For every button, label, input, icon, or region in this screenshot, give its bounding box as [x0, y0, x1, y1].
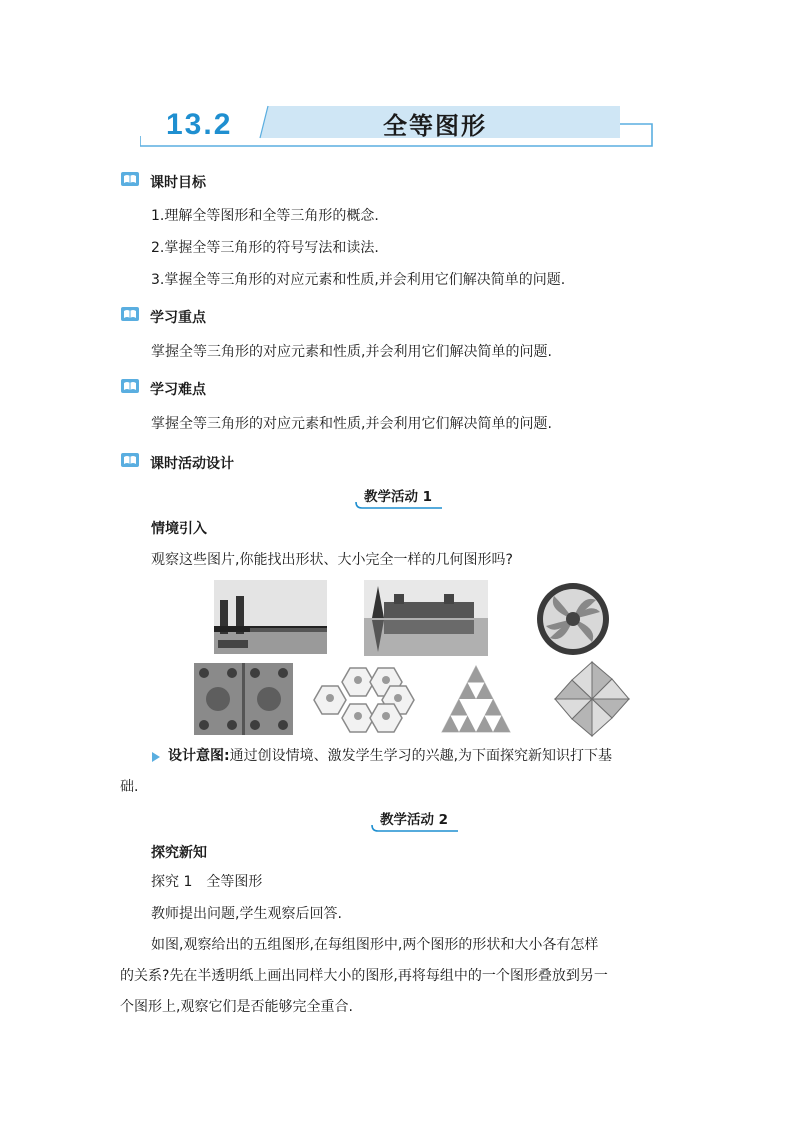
triangle-right-icon — [151, 751, 161, 763]
activity-2-para-line1: 如图,观察给出的五组图形,在每组图形中,两个图形的形状和大小各有怎样 — [151, 937, 599, 953]
activity-2-label: 教学活动 2 — [379, 812, 449, 828]
design-intent-label: 设计意图: — [168, 748, 230, 764]
activity-2-para-line2: 的关系?先在半透明纸上画出同样大小的图形,再将每组中的一个图形叠放到另一 — [120, 968, 608, 984]
activity-2-line1: 教师提出问题,学生观察后回答. — [151, 906, 342, 922]
open-book-icon — [120, 305, 140, 323]
explore-1-title: 探究 1 全等图形 — [151, 874, 263, 890]
door-studs-photo — [194, 663, 293, 735]
difficulties-text: 掌握全等三角形的对应元素和性质,并会利用它们解决简单的问题. — [151, 416, 552, 432]
activity-2-underline — [370, 823, 460, 833]
sierpinski-triangle-image — [440, 664, 512, 734]
activity-1-underline — [354, 500, 444, 510]
activity-1-question: 观察这些图片,你能找出形状、大小完全一样的几何图形吗? — [151, 552, 513, 568]
activity-2-para-line3: 个图形上,观察它们是否能够完全重合. — [120, 999, 353, 1015]
pinwheel-image — [552, 660, 632, 738]
key-points-text: 掌握全等三角形的对应元素和性质,并会利用它们解决简单的问题. — [151, 344, 552, 360]
castle-reflection-photo — [364, 580, 488, 656]
key-points-title: 学习重点 — [150, 310, 206, 326]
objective-item-2: 2.掌握全等三角形的符号写法和读法. — [151, 240, 379, 256]
activity-1-subtitle: 情境引入 — [151, 521, 207, 537]
open-book-icon — [120, 377, 140, 395]
bridge-photo — [214, 580, 327, 654]
activity-1-label: 教学活动 1 — [363, 489, 433, 505]
objective-item-3: 3.掌握全等三角形的对应元素和性质,并会利用它们解决简单的问题. — [151, 272, 566, 288]
design-intent-text: 通过创设情境、激发学生学习的兴趣,为下面探究新知识打下基 — [229, 748, 613, 764]
design-title: 课时活动设计 — [150, 456, 234, 472]
fan-wheel-image — [536, 582, 610, 656]
page-title: 全等图形 — [383, 111, 487, 140]
activity-2-subtitle: 探究新知 — [151, 845, 207, 861]
hexagon-badges-image — [310, 664, 418, 736]
open-book-icon — [120, 170, 140, 188]
difficulties-title: 学习难点 — [150, 382, 206, 398]
objectives-title: 课时目标 — [150, 175, 206, 191]
open-book-icon — [120, 451, 140, 469]
section-number: 13.2 — [166, 108, 233, 141]
objective-item-1: 1.理解全等图形和全等三角形的概念. — [151, 208, 379, 224]
design-intent-line1 — [168, 746, 612, 766]
design-intent-line2: 础. — [120, 779, 139, 795]
